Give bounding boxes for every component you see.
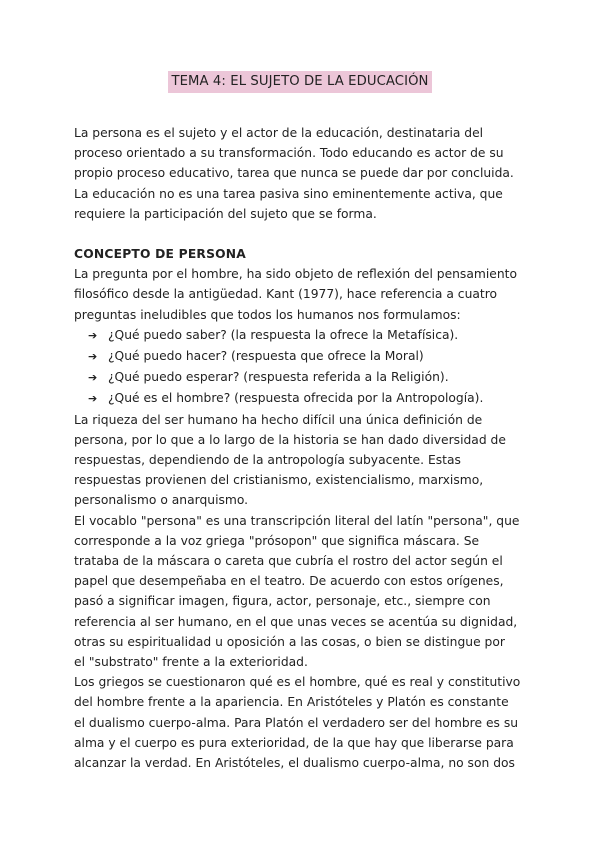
intro-line: proceso orientado a su transformación. Todo educando es actor de su [74, 146, 504, 161]
paragraph-line: el "substrato" frente a la exterioridad. [74, 655, 308, 670]
arrow-icon: ➔ [88, 328, 98, 342]
arrow-icon: ➔ [88, 371, 98, 385]
section-heading: CONCEPTO DE PERSONA [74, 247, 247, 261]
paragraph-line: pasó a significar imagen, figura, actor, personaje, etc., siempre con [74, 594, 491, 609]
bullet-item [74, 388, 532, 409]
title-container [0, 70, 600, 93]
section-concepto-persona [74, 244, 532, 773]
bullet-text: ¿Qué puedo saber? (la respuesta la ofrece la Metafísica). [108, 327, 459, 342]
paragraph-line: del hombre frente a la apariencia. En Aristóteles y Platón es constante [74, 695, 509, 710]
paragraph-line: alma y el cuerpo es pura exterioridad, de la que hay que liberarse para [74, 735, 514, 750]
paragraph-line: persona, por lo que a lo largo de la historia se han dado diversidad de [74, 432, 506, 447]
intro-paragraph [74, 123, 532, 224]
paragraph-line: El vocablo "persona" es una transcripción literal del latín "persona", que [74, 513, 520, 528]
intro-line: La educación no es una tarea pasiva sino eminentemente activa, que [74, 186, 503, 201]
paragraph-line: La riqueza del ser humano ha hecho difícil una única definición de [74, 412, 483, 427]
paragraph-line: trataba de la máscara o careta que cubría el rostro del actor según el [74, 554, 503, 569]
bullet-text: ¿Qué es el hombre? (respuesta ofrecida por la Antropología). [108, 391, 484, 406]
intro-line: requiere la participación del sujeto que se forma. [74, 206, 377, 221]
bullet-item [74, 367, 532, 388]
intro-line: La persona es el sujeto y el actor de la educación, destinataria del [74, 126, 484, 140]
paragraph-line: Los griegos se cuestionaron qué es el hombre, qué es real y constitutivo [74, 675, 521, 690]
bullet-text: ¿Qué puedo esperar? (respuesta referida a la Religión). [108, 370, 449, 385]
paragraph-line: preguntas ineludibles que todos los humanos nos formulamos: [74, 307, 461, 322]
paragraph-line: el dualismo cuerpo-alma. Para Platón el verdadero ser del hombre es su [74, 715, 519, 730]
paragraph-line: La pregunta por el hombre, ha sido objeto de reflexión del pensamiento [74, 267, 517, 282]
arrow-icon: ➔ [88, 392, 98, 406]
arrow-icon: ➔ [88, 350, 98, 364]
intro-line: propio proceso educativo, tarea que nunca se puede dar por concluida. [74, 166, 514, 181]
bullet-item [74, 325, 532, 346]
bullet-item [74, 346, 532, 367]
paragraph-line: otras su espiritualidad u oposición a las cosas, o bien se distingue por [74, 634, 505, 649]
bullet-text: ¿Qué puedo hacer? (respuesta que ofrece la Moral) [108, 349, 424, 364]
paragraph-line: respuestas, dependiendo de la antropología subyacente. Estas [74, 453, 461, 468]
paragraph-line: corresponde a la voz griega "prósopon" que significa máscara. Se [74, 533, 480, 548]
paragraph-line: alcanzar la verdad. En Aristóteles, el dualismo cuerpo-alma, no son dos [74, 756, 515, 771]
paragraph-line: respuestas provienen del cristianismo, existencialismo, marxismo, [74, 473, 484, 488]
document-title: TEMA 4: EL SUJETO DE LA EDUCACIÓN [168, 71, 431, 93]
paragraph-line: filosófico desde la antigüedad. Kant (1977), hace referencia a cuatro [74, 287, 498, 302]
paragraph-line: personalismo o anarquismo. [74, 493, 249, 508]
paragraph-line: papel que desempeñaba en el teatro. De acuerdo con estos orígenes, [74, 574, 504, 589]
paragraph-line: referencia al ser humano, en el que unas veces se acentúa su dignidad, [74, 614, 518, 629]
